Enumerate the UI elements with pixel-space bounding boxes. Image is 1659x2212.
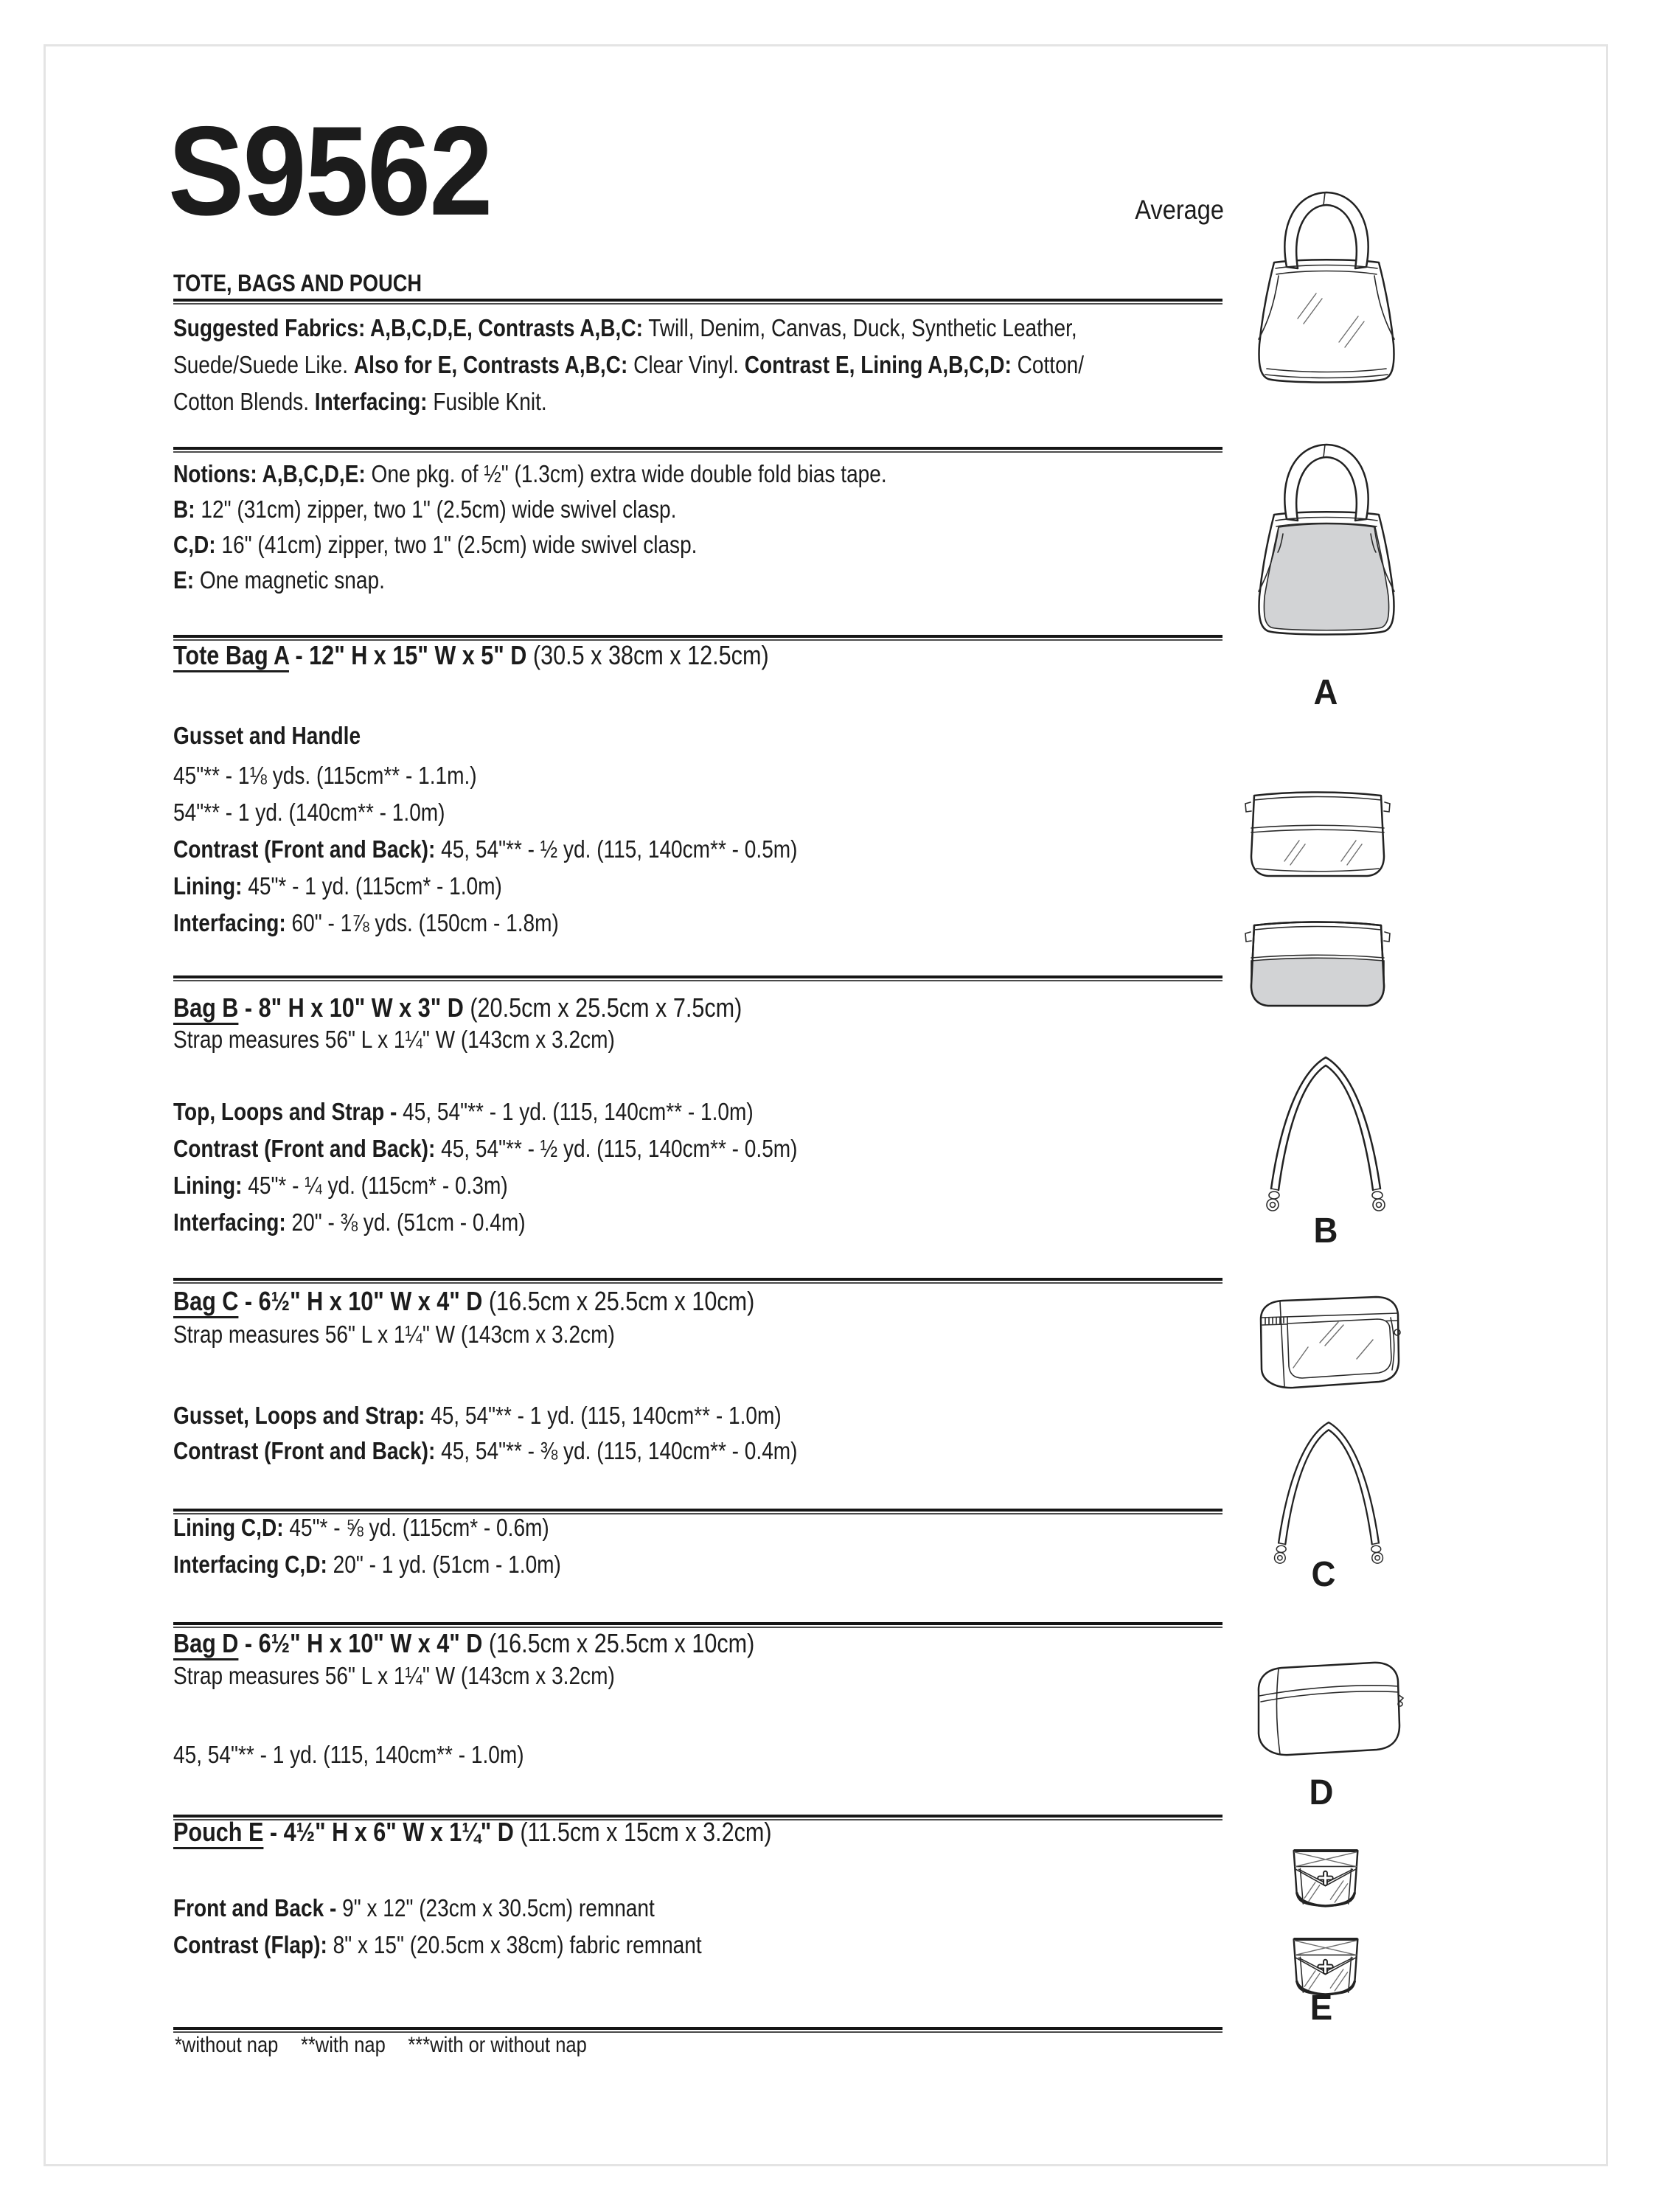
lining-cd-line-1: Lining C,D: 45"* - ⅝ yd. (115cm* - 0.6m) [173,1514,549,1541]
divider [173,447,1222,453]
bag-d-line-1: 45, 54"** - 1 yd. (115, 140cm** - 1.0m) [173,1741,524,1768]
tote-a-contrast-illustration [1245,438,1408,655]
tote-a-line-5: Interfacing: 60" - 1⅞ yds. (150cm - 1.8m) [173,909,559,936]
tote-a-clear-illustration [1245,186,1408,403]
tote-a-line-4: Lining: 45"* - 1 yd. (115cm* - 1.0m) [173,872,502,900]
bag-c-strap-illustration [1262,1410,1395,1571]
bag-b-strap-note: Strap measures 56" L x 1¼" W (143cm x 3.2cm) [173,1026,615,1053]
view-label-b: B [1313,1211,1338,1251]
fabrics-line-2: Suede/Suede Like. Also for E, Contrasts A,B,C: Clear Vinyl. Contrast E, Lining A,B,C,D: Cotton/ [173,351,1085,378]
bag-c-heading: Bag C - 6½" H x 10" W x 4" D (16.5cm x 25.5cm x 10cm) [173,1286,755,1316]
bag-b-line-4: Interfacing: 20" - ⅜ yd. (51cm - 0.4m) [173,1208,526,1236]
tote-a-line-2: 54"** - 1 yd. (140cm** - 1.0m) [173,799,445,826]
bag-c-line-1: Gusset, Loops and Strap: 45, 54"** - 1 yd. (115, 140cm** - 1.0m) [173,1402,782,1429]
view-label-a: A [1313,673,1338,712]
bag-b-line-3: Lining: 45"* - ¼ yd. (115cm* - 0.3m) [173,1172,508,1199]
view-label-c: C [1311,1555,1336,1594]
view-label-e: E [1310,1989,1333,2028]
notions-line-2: B: 12" (31cm) zipper, two 1" (2.5cm) wide swivel clasp. [173,495,677,523]
bag-b-line-1: Top, Loops and Strap - 45, 54"** - 1 yd. (115, 140cm** - 1.0m) [173,1098,754,1125]
footnote-with-nap: **with nap [300,2033,386,2057]
bag-b-strap-illustration [1253,1047,1398,1215]
bag-c-strap-note: Strap measures 56" L x 1¼" W (143cm x 3.2cm) [173,1321,615,1348]
bag-d-heading: Bag D - 6½" H x 10" W x 4" D (16.5cm x 25.5cm x 10cm) [173,1628,755,1658]
tote-a-line-1: 45"** - 1⅛ yds. (115cm** - 1.1m.) [173,762,477,789]
bag-c-line-2: Contrast (Front and Back): 45, 54"** - ⅜ yd. (115, 140cm** - 0.4m) [173,1437,798,1464]
view-label-d: D [1309,1773,1334,1812]
tote-a-heading: Tote Bag A - 12" H x 15" W x 5" D (30.5 x 38cm x 12.5cm) [173,640,769,670]
bag-d-pouch-illustration [1246,1658,1405,1761]
divider [173,299,1222,305]
footnote [175,2031,609,2060]
pouch-e-illustration-1 [1284,1845,1367,1911]
pouch-e-heading: Pouch E - 4½" H x 6" W x 1¼" D (11.5cm x 15cm x 3.2cm) [173,1817,772,1847]
fabrics-line-3: Cotton Blends. Interfacing: Fusible Knit. [173,388,547,415]
bag-b-heading: Bag B - 8" H x 10" W x 3" D (20.5cm x 25.5cm x 7.5cm) [173,992,742,1023]
bag-b-line-2: Contrast (Front and Back): 45, 54"** - ½ yd. (115, 140cm** - 0.5m) [173,1135,798,1162]
tote-a-subheading: Gusset and Handle [173,722,361,749]
bag-c-pouch-illustration [1246,1294,1402,1394]
pattern-number: S9562 [168,100,492,242]
lining-cd-line-2: Interfacing C,D: 20" - 1 yd. (51cm - 1.0m) [173,1551,561,1578]
pouch-e-line-2: Contrast (Flap): 8" x 15" (20.5cm x 38cm) fabric remnant [173,1931,702,1958]
bag-d-strap-note: Strap measures 56" L x 1¼" W (143cm x 3.2cm) [173,1662,615,1689]
notions-line-3: C,D: 16" (41cm) zipper, two 1" (2.5cm) wide swivel clasp. [173,531,698,558]
bag-b-clear-illustration [1242,786,1394,886]
page-title: TOTE, BAGS AND POUCH [173,270,422,296]
divider [173,975,1222,981]
difficulty-level: Average [1135,195,1224,225]
pouch-e-line-1: Front and Back - 9" x 12" (23cm x 30.5cm) remnant [173,1894,655,1921]
tote-a-line-3: Contrast (Front and Back): 45, 54"** - ½ yd. (115, 140cm** - 0.5m) [173,835,798,863]
notions-line-4: E: One magnetic snap. [173,566,385,594]
bag-b-contrast-illustration [1242,916,1394,1016]
divider [173,1622,1222,1628]
footnote-without-nap: *without nap [175,2033,279,2057]
fabrics-line-1: Suggested Fabrics: A,B,C,D,E, Contrasts A,B,C: Twill, Denim, Canvas, Duck, Synthetic Leather, [173,314,1077,341]
notions-line-1: Notions: A,B,C,D,E: One pkg. of ½" (1.3cm) extra wide double fold bias tape. [173,460,887,487]
footnote-with-or-without-nap: ***with or without nap [408,2033,587,2057]
divider [173,1278,1222,1284]
